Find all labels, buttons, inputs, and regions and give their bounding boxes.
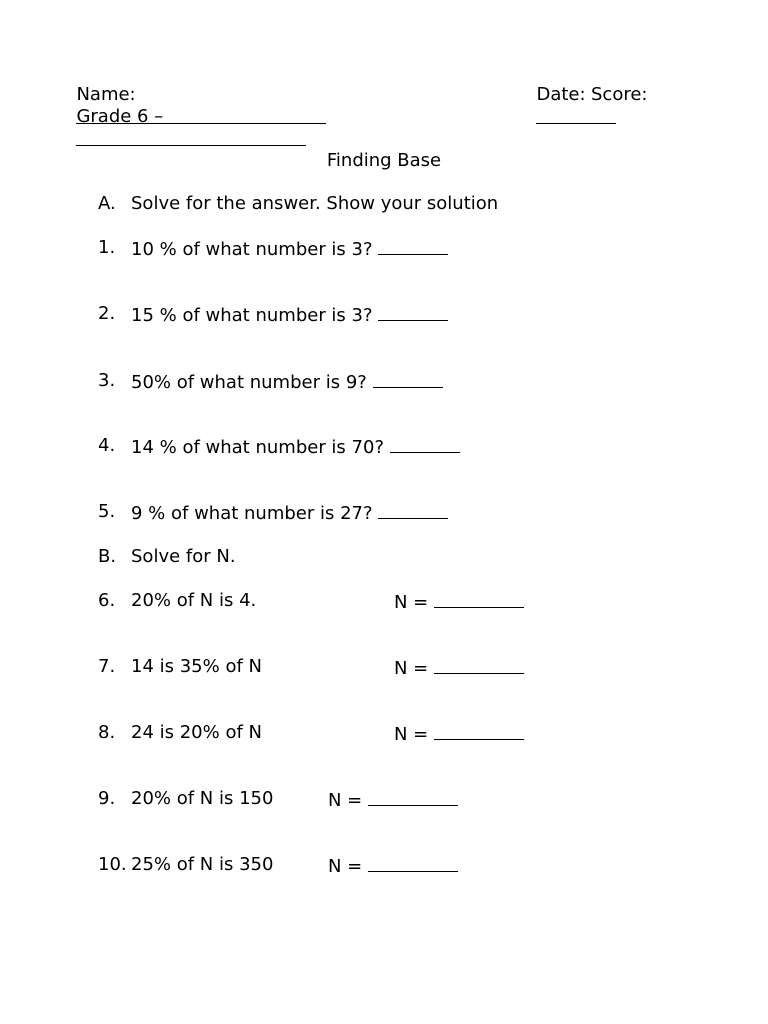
question-text: 14 is 35% of N [131,656,262,677]
question-text: 25% of N is 350 [131,854,274,875]
question-number: 2. [98,303,116,324]
answer-label: N = [328,856,363,877]
answer-blank[interactable] [368,788,458,806]
date-label: Date: [536,84,586,105]
question-text: 20% of N is 4. [131,590,257,611]
question-number: 10. [98,854,127,875]
section-b-letter: B. [98,546,117,567]
question-number: 6. [98,590,116,611]
question-text: 24 is 20% of N [131,722,262,743]
question-text: 14 % of what number is 70? [131,437,384,458]
answer-label: N = [394,658,429,679]
section-b-instruction: Solve for N. [131,546,236,567]
score-blank[interactable] [76,128,146,146]
question-number: 5. [98,501,116,522]
question-text: 9 % of what number is 27? [131,503,373,524]
date-blank[interactable] [536,106,616,124]
question-number: 4. [98,435,116,456]
question-number: 9. [98,788,116,809]
name-label: Name: [76,84,136,105]
question-text: 50% of what number is 9? [131,372,367,393]
question-number: 7. [98,656,116,677]
question-text: 15 % of what number is 3? [131,305,373,326]
question-text: 20% of N is 150 [131,788,274,809]
grade-label: Grade 6 – [76,106,164,127]
section-a-letter: A. [98,193,116,214]
section-a-instruction: Solve for the answer. Show your solution [131,193,499,214]
answer-blank[interactable] [434,722,524,740]
answer-label: N = [394,724,429,745]
score-row [65,106,146,152]
answer-blank[interactable] [373,370,443,388]
answer-label: N = [394,592,429,613]
score-label: Score: [591,84,648,105]
question-number: 8. [98,722,116,743]
answer-blank[interactable] [378,303,448,321]
answer-blank[interactable] [434,590,524,608]
answer-blank[interactable] [434,656,524,674]
worksheet-title: Finding Base [326,150,442,171]
question-text: 10 % of what number is 3? [131,239,373,260]
question-number: 3. [98,370,116,391]
answer-blank[interactable] [378,501,448,519]
question-number: 1. [98,237,116,258]
answer-blank[interactable] [378,237,448,255]
answer-blank[interactable] [390,435,460,453]
answer-blank[interactable] [368,854,458,872]
answer-label: N = [328,790,363,811]
